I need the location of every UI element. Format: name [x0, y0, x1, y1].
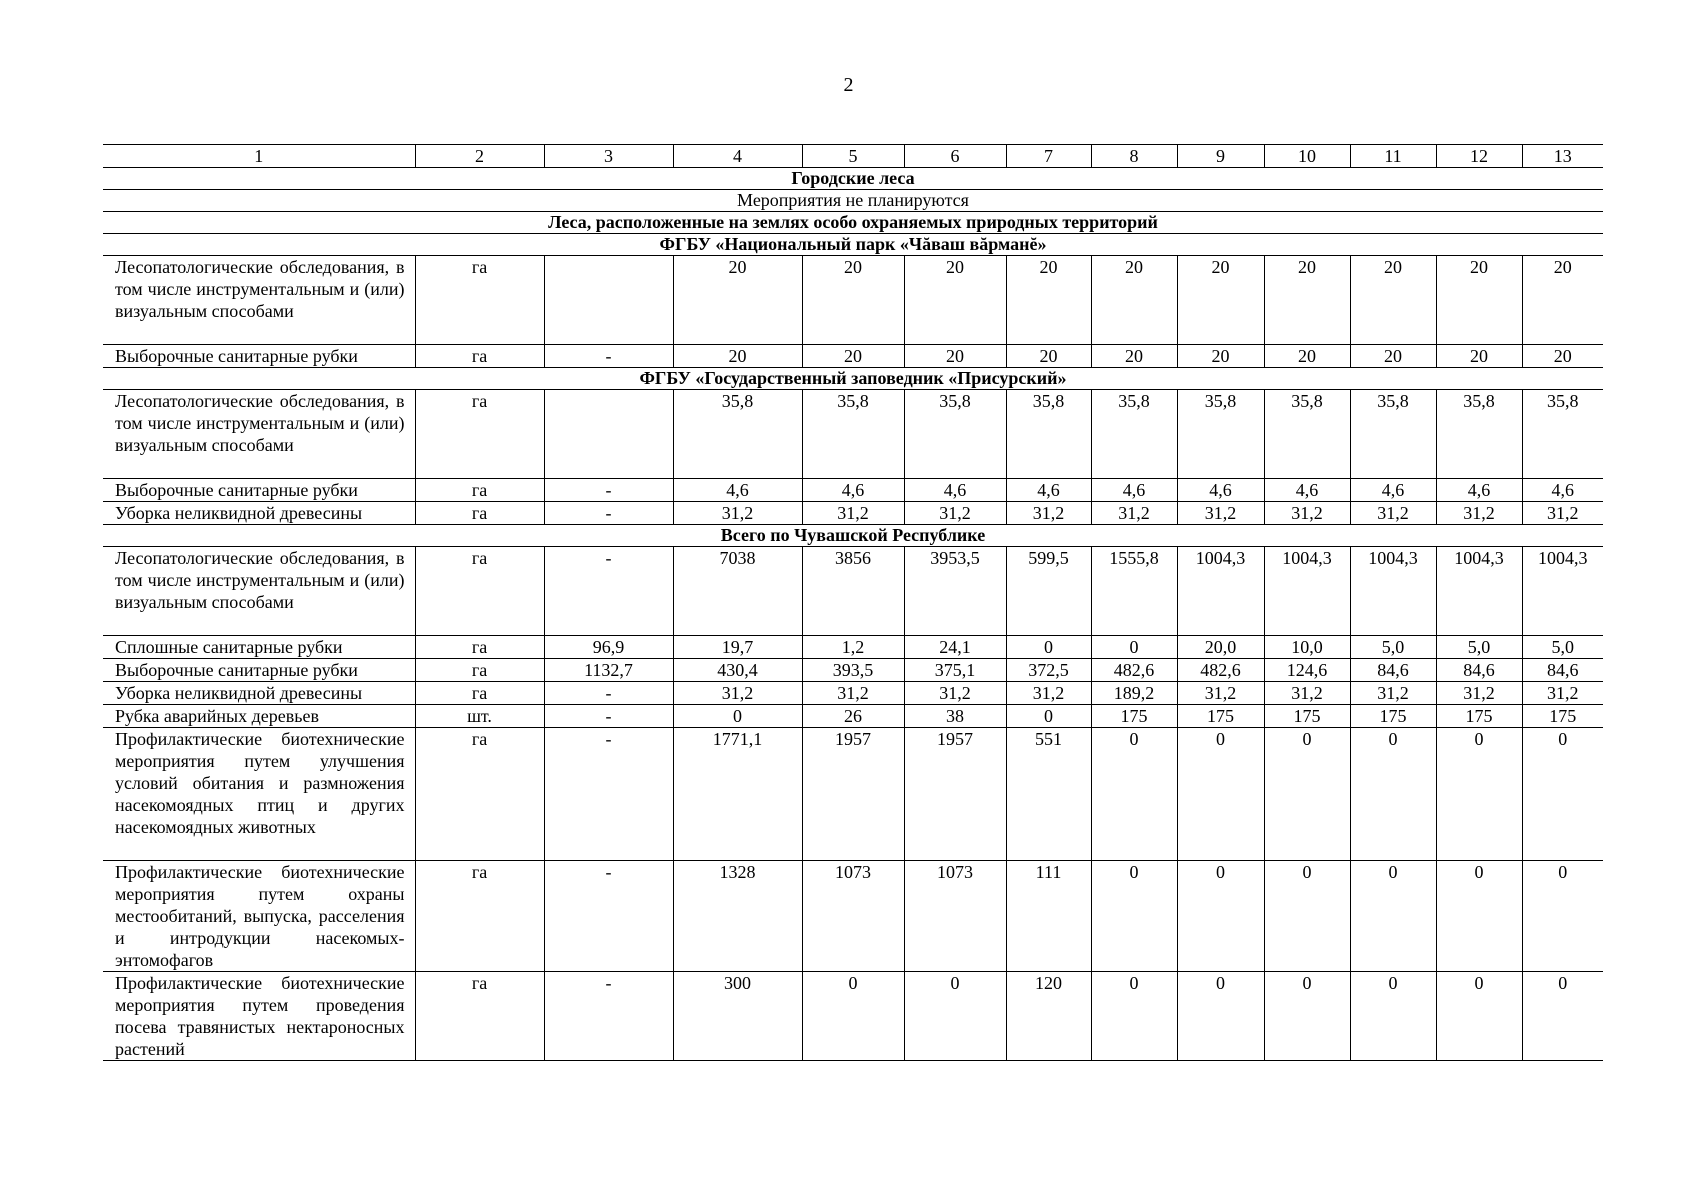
column-number-cell: 7 — [1006, 145, 1091, 168]
value-cell: 0 — [1177, 861, 1264, 972]
value-cell: 0 — [673, 705, 802, 728]
unit-cell: га — [415, 861, 544, 972]
value-cell: 1073 — [802, 861, 904, 972]
value-cell: 1073 — [904, 861, 1006, 972]
value-cell: 0 — [1522, 861, 1603, 972]
value-cell: 1771,1 — [673, 728, 802, 861]
value-cell: 1004,3 — [1436, 547, 1522, 636]
table-row — [103, 502, 1603, 525]
value-cell: 175 — [1177, 705, 1264, 728]
column-3-cell: - — [544, 502, 673, 525]
value-cell: 0 — [1264, 861, 1350, 972]
value-cell: 4,6 — [1350, 479, 1436, 502]
value-cell: 120 — [1006, 972, 1091, 1061]
unit-cell: га — [415, 636, 544, 659]
activity-name-cell: Профилактические биотехнические мероприятия путем охраны местообитаний, выпуска, расселения и интродукции насекомых-энтомофагов — [103, 861, 415, 972]
value-cell: 0 — [1091, 636, 1177, 659]
column-number-cell: 13 — [1522, 145, 1603, 168]
table-body — [103, 145, 1603, 1061]
value-cell: 4,6 — [802, 479, 904, 502]
value-cell: 20 — [802, 256, 904, 345]
value-cell: 4,6 — [904, 479, 1006, 502]
value-cell: 20 — [904, 256, 1006, 345]
value-cell: 0 — [1264, 972, 1350, 1061]
value-cell: 31,2 — [1264, 502, 1350, 525]
table-row — [103, 728, 1603, 861]
column-number-cell: 10 — [1264, 145, 1350, 168]
column-3-cell: - — [544, 682, 673, 705]
value-cell: 1004,3 — [1177, 547, 1264, 636]
value-cell: 0 — [1350, 972, 1436, 1061]
value-cell: 20 — [1006, 345, 1091, 368]
section-heading: ФГБУ «Национальный парк «Чăваш вăрманĕ» — [103, 234, 1603, 256]
column-3-cell: - — [544, 728, 673, 861]
value-cell: 175 — [1350, 705, 1436, 728]
table-row — [103, 659, 1603, 682]
column-3-cell: - — [544, 861, 673, 972]
value-cell: 20 — [1177, 345, 1264, 368]
activity-name-cell: Сплошные санитарные рубки — [103, 636, 415, 659]
section-heading-row — [103, 168, 1603, 190]
unit-cell: га — [415, 728, 544, 861]
value-cell: 20 — [1436, 345, 1522, 368]
value-cell: 4,6 — [1436, 479, 1522, 502]
column-number-cell: 9 — [1177, 145, 1264, 168]
activity-name-cell: Рубка аварийных деревьев — [103, 705, 415, 728]
section-heading: Леса, расположенные на землях особо охраняемых природных территорий — [103, 212, 1603, 234]
value-cell: 0 — [1091, 861, 1177, 972]
value-cell: 20 — [1264, 256, 1350, 345]
value-cell: 1555,8 — [1091, 547, 1177, 636]
column-number-cell: 1 — [103, 145, 415, 168]
value-cell: 20 — [1436, 256, 1522, 345]
column-3-cell: 1132,7 — [544, 659, 673, 682]
column-number-cell: 11 — [1350, 145, 1436, 168]
table-row — [103, 547, 1603, 636]
value-cell: 31,2 — [802, 502, 904, 525]
value-cell: 31,2 — [1264, 682, 1350, 705]
value-cell: 1004,3 — [1350, 547, 1436, 636]
section-heading: ФГБУ «Государственный заповедник «Присурский» — [103, 368, 1603, 390]
column-number-cell: 2 — [415, 145, 544, 168]
table-row — [103, 345, 1603, 368]
value-cell: 84,6 — [1350, 659, 1436, 682]
value-cell: 111 — [1006, 861, 1091, 972]
unit-cell: га — [415, 502, 544, 525]
value-cell: 175 — [1522, 705, 1603, 728]
activity-name-cell: Лесопатологические обследования, в том числе инструментальным и (или) визуальным способами — [103, 547, 415, 636]
activity-name-cell: Выборочные санитарные рубки — [103, 479, 415, 502]
value-cell: 31,2 — [673, 502, 802, 525]
value-cell: 0 — [1091, 728, 1177, 861]
value-cell: 375,1 — [904, 659, 1006, 682]
unit-cell: га — [415, 345, 544, 368]
value-cell: 35,8 — [1350, 390, 1436, 479]
value-cell: 35,8 — [904, 390, 1006, 479]
table-row — [103, 682, 1603, 705]
table-row — [103, 636, 1603, 659]
value-cell: 31,2 — [1350, 502, 1436, 525]
column-3-cell: - — [544, 479, 673, 502]
value-cell: 482,6 — [1091, 659, 1177, 682]
value-cell: 31,2 — [1436, 502, 1522, 525]
section-heading: Всего по Чувашской Республике — [103, 525, 1603, 547]
value-cell: 84,6 — [1436, 659, 1522, 682]
value-cell: 4,6 — [1091, 479, 1177, 502]
value-cell: 7038 — [673, 547, 802, 636]
section-heading: Городские леса — [103, 168, 1603, 190]
table-row — [103, 390, 1603, 479]
section-heading: Мероприятия не планируются — [103, 190, 1603, 212]
value-cell: 430,4 — [673, 659, 802, 682]
value-cell: 35,8 — [802, 390, 904, 479]
column-3-cell — [544, 256, 673, 345]
value-cell: 0 — [1350, 861, 1436, 972]
value-cell: 5,0 — [1436, 636, 1522, 659]
value-cell: 35,8 — [1006, 390, 1091, 479]
value-cell: 0 — [1177, 728, 1264, 861]
value-cell: 10,0 — [1264, 636, 1350, 659]
column-3-cell: 96,9 — [544, 636, 673, 659]
section-heading-row — [103, 525, 1603, 547]
value-cell: 175 — [1091, 705, 1177, 728]
table-row — [103, 256, 1603, 345]
value-cell: 35,8 — [1436, 390, 1522, 479]
column-3-cell: - — [544, 547, 673, 636]
unit-cell: га — [415, 390, 544, 479]
value-cell: 124,6 — [1264, 659, 1350, 682]
value-cell: 20 — [1264, 345, 1350, 368]
value-cell: 20 — [1350, 256, 1436, 345]
value-cell: 26 — [802, 705, 904, 728]
value-cell: 0 — [1006, 636, 1091, 659]
column-3-cell: - — [544, 972, 673, 1061]
value-cell: 0 — [904, 972, 1006, 1061]
value-cell: 0 — [1350, 728, 1436, 861]
activity-name-cell: Лесопатологические обследования, в том числе инструментальным и (или) визуальным способами — [103, 390, 415, 479]
column-number-cell: 8 — [1091, 145, 1177, 168]
value-cell: 24,1 — [904, 636, 1006, 659]
unit-cell: га — [415, 256, 544, 345]
activities-table — [103, 144, 1603, 1061]
table-row — [103, 861, 1603, 972]
unit-cell: га — [415, 547, 544, 636]
value-cell: 1004,3 — [1264, 547, 1350, 636]
value-cell: 0 — [1091, 972, 1177, 1061]
value-cell: 31,2 — [1091, 502, 1177, 525]
value-cell: 35,8 — [673, 390, 802, 479]
value-cell: 0 — [1436, 728, 1522, 861]
value-cell: 1957 — [802, 728, 904, 861]
table-row — [103, 705, 1603, 728]
activity-name-cell: Выборочные санитарные рубки — [103, 345, 415, 368]
value-cell: 19,7 — [673, 636, 802, 659]
value-cell: 20 — [1091, 256, 1177, 345]
value-cell: 5,0 — [1350, 636, 1436, 659]
value-cell: 393,5 — [802, 659, 904, 682]
column-number-cell: 6 — [904, 145, 1006, 168]
value-cell: 1328 — [673, 861, 802, 972]
value-cell: 20 — [673, 345, 802, 368]
value-cell: 175 — [1264, 705, 1350, 728]
value-cell: 0 — [802, 972, 904, 1061]
activity-name-cell: Профилактические биотехнические мероприятия путем улучшения условий обитания и размножения насекомоядных птиц и других насекомоядных животных — [103, 728, 415, 861]
table-row — [103, 972, 1603, 1061]
value-cell: 35,8 — [1091, 390, 1177, 479]
column-number-cell: 5 — [802, 145, 904, 168]
value-cell: 20 — [1091, 345, 1177, 368]
value-cell: 1004,3 — [1522, 547, 1603, 636]
value-cell: 31,2 — [1436, 682, 1522, 705]
activity-name-cell: Лесопатологические обследования, в том числе инструментальным и (или) визуальным способами — [103, 256, 415, 345]
value-cell: 0 — [1436, 972, 1522, 1061]
value-cell: 4,6 — [673, 479, 802, 502]
value-cell: 20 — [1350, 345, 1436, 368]
value-cell: 0 — [1177, 972, 1264, 1061]
value-cell: 4,6 — [1264, 479, 1350, 502]
section-heading-row — [103, 234, 1603, 256]
value-cell: 4,6 — [1006, 479, 1091, 502]
value-cell: 20 — [673, 256, 802, 345]
value-cell: 482,6 — [1177, 659, 1264, 682]
value-cell: 4,6 — [1177, 479, 1264, 502]
value-cell: 4,6 — [1522, 479, 1603, 502]
value-cell: 31,2 — [1006, 502, 1091, 525]
column-number-cell: 12 — [1436, 145, 1522, 168]
table-row — [103, 479, 1603, 502]
value-cell: 1,2 — [802, 636, 904, 659]
unit-cell: шт. — [415, 705, 544, 728]
section-heading-row — [103, 368, 1603, 390]
activity-name-cell: Уборка неликвидной древесины — [103, 502, 415, 525]
section-heading-row — [103, 212, 1603, 234]
value-cell: 20 — [802, 345, 904, 368]
value-cell: 300 — [673, 972, 802, 1061]
column-3-cell: - — [544, 345, 673, 368]
value-cell: 31,2 — [904, 502, 1006, 525]
value-cell: 20 — [904, 345, 1006, 368]
activity-name-cell: Выборочные санитарные рубки — [103, 659, 415, 682]
value-cell: 31,2 — [1522, 502, 1603, 525]
value-cell: 3856 — [802, 547, 904, 636]
value-cell: 35,8 — [1264, 390, 1350, 479]
column-3-cell — [544, 390, 673, 479]
unit-cell: га — [415, 682, 544, 705]
unit-cell: га — [415, 659, 544, 682]
value-cell: 1957 — [904, 728, 1006, 861]
value-cell: 20,0 — [1177, 636, 1264, 659]
value-cell: 599,5 — [1006, 547, 1091, 636]
value-cell: 35,8 — [1522, 390, 1603, 479]
value-cell: 31,2 — [1177, 502, 1264, 525]
value-cell: 0 — [1006, 705, 1091, 728]
value-cell: 31,2 — [1350, 682, 1436, 705]
column-3-cell: - — [544, 705, 673, 728]
value-cell: 31,2 — [1177, 682, 1264, 705]
column-number-cell: 4 — [673, 145, 802, 168]
value-cell: 35,8 — [1177, 390, 1264, 479]
activity-name-cell: Профилактические биотехнические мероприятия путем проведения посева травянистых нектароносных растений — [103, 972, 415, 1061]
value-cell: 189,2 — [1091, 682, 1177, 705]
section-heading-row — [103, 190, 1603, 212]
value-cell: 5,0 — [1522, 636, 1603, 659]
value-cell: 372,5 — [1006, 659, 1091, 682]
value-cell: 20 — [1522, 345, 1603, 368]
unit-cell: га — [415, 479, 544, 502]
value-cell: 31,2 — [1522, 682, 1603, 705]
value-cell: 0 — [1522, 972, 1603, 1061]
page-number: 2 — [843, 74, 854, 96]
value-cell: 0 — [1436, 861, 1522, 972]
value-cell: 175 — [1436, 705, 1522, 728]
activity-name-cell: Уборка неликвидной древесины — [103, 682, 415, 705]
value-cell: 38 — [904, 705, 1006, 728]
value-cell: 20 — [1006, 256, 1091, 345]
value-cell: 3953,5 — [904, 547, 1006, 636]
value-cell: 31,2 — [802, 682, 904, 705]
value-cell: 31,2 — [1006, 682, 1091, 705]
value-cell: 0 — [1264, 728, 1350, 861]
value-cell: 31,2 — [673, 682, 802, 705]
unit-cell: га — [415, 972, 544, 1061]
value-cell: 84,6 — [1522, 659, 1603, 682]
column-number-row — [103, 145, 1603, 168]
column-number-cell: 3 — [544, 145, 673, 168]
value-cell: 551 — [1006, 728, 1091, 861]
value-cell: 31,2 — [904, 682, 1006, 705]
value-cell: 20 — [1522, 256, 1603, 345]
value-cell: 0 — [1522, 728, 1603, 861]
value-cell: 20 — [1177, 256, 1264, 345]
